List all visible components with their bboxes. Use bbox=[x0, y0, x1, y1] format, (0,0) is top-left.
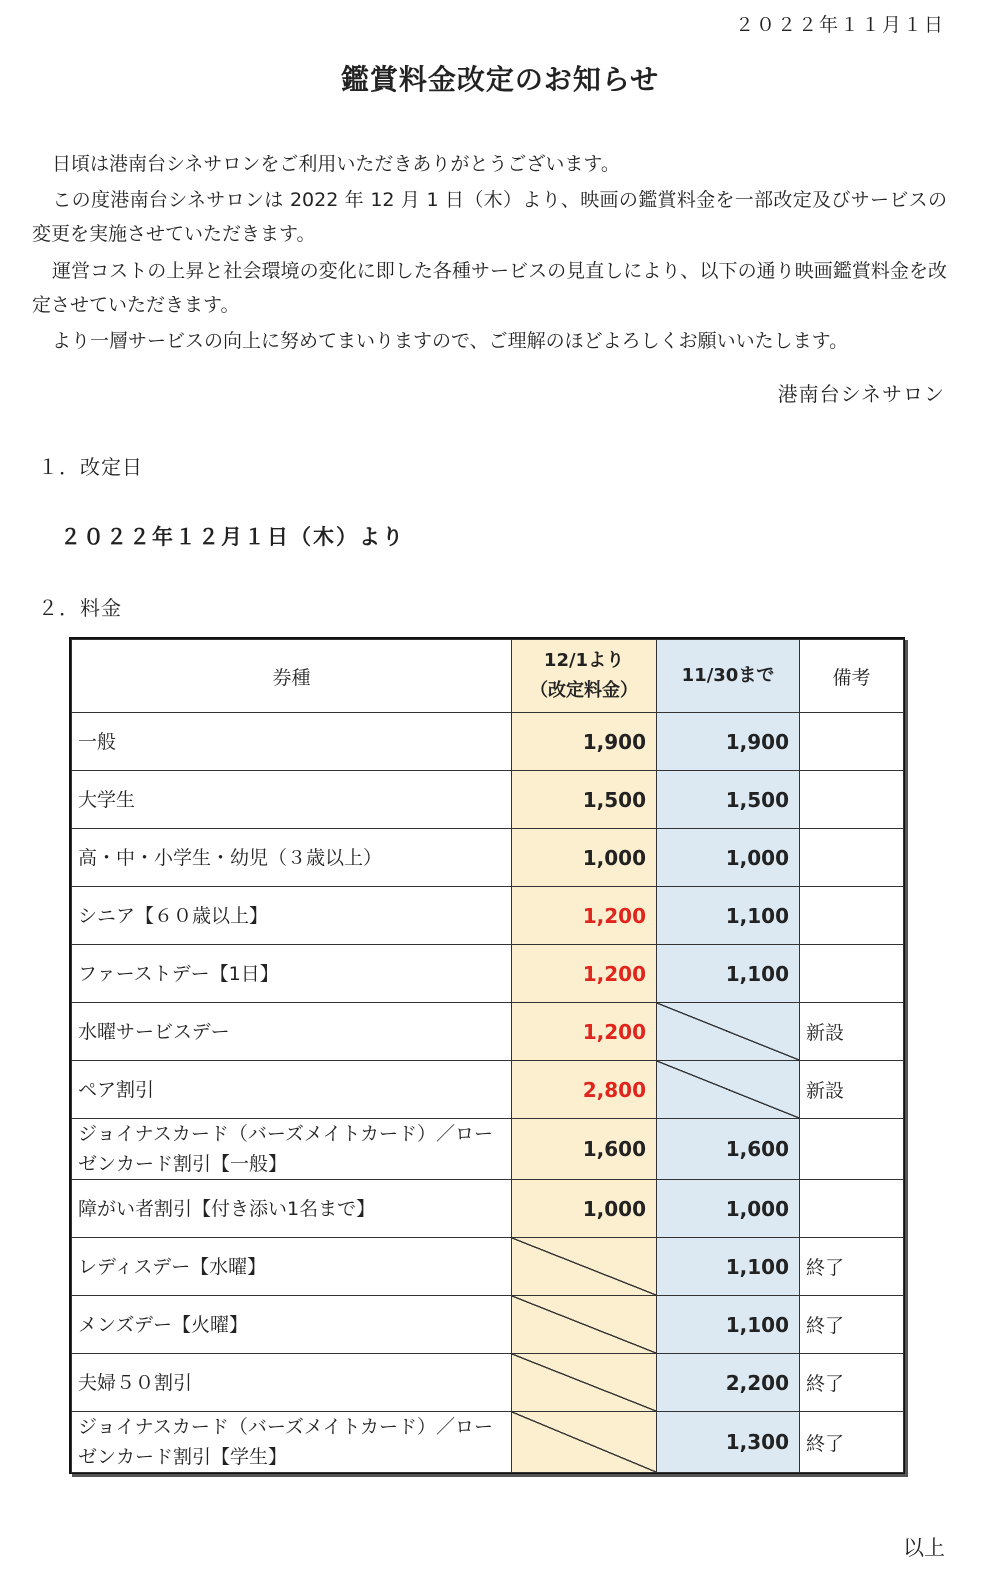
new-price-cell bbox=[512, 1296, 657, 1354]
new-price-cell bbox=[512, 1354, 657, 1412]
ticket-type-cell: ペア割引 bbox=[72, 1061, 512, 1119]
ticket-type-cell: ジョイナスカード（バーズメイトカード）／ローゼンカード割引【学生】 bbox=[72, 1412, 512, 1473]
new-price-cell bbox=[512, 1412, 657, 1473]
table-row bbox=[72, 713, 904, 771]
table-row bbox=[72, 1061, 904, 1119]
new-price-cell: 1,500 bbox=[512, 771, 657, 829]
price-table bbox=[69, 637, 905, 1474]
ticket-type-cell: 水曜サービスデー bbox=[72, 1003, 512, 1061]
ticket-type-cell: 一般 bbox=[72, 713, 512, 771]
note-cell: 終了 bbox=[800, 1354, 904, 1412]
old-price-cell: 1,100 bbox=[657, 1296, 800, 1354]
header-new-price-line1: 12/1より bbox=[543, 650, 625, 671]
ticket-type-cell: 大学生 bbox=[72, 771, 512, 829]
paragraph-text: 日頃は港南台シネサロンをご利用いただきありがとうございます。 bbox=[52, 153, 620, 175]
table-row bbox=[72, 1003, 904, 1061]
old-price-cell: 2,200 bbox=[657, 1354, 800, 1412]
section-heading-revision-date: １．改定日 bbox=[38, 455, 143, 479]
note-cell: 新設 bbox=[800, 1003, 904, 1061]
section-heading-prices: ２．料金 bbox=[38, 596, 122, 620]
old-price-cell: 1,100 bbox=[657, 945, 800, 1003]
paragraph-text: この度港南台シネサロンは 2022 年 12 月 1 日（木）より、映画の鑑賞料金を一部改定及びサービスの変更を実施させていただきます。 bbox=[32, 189, 947, 245]
table-row bbox=[72, 1354, 904, 1412]
closing-paragraph bbox=[32, 324, 947, 358]
header-note: 備考 bbox=[800, 640, 904, 713]
document-title: 鑑賞料金改定のお知らせ bbox=[340, 63, 660, 96]
table-row bbox=[72, 1412, 904, 1473]
table-header-row bbox=[72, 640, 904, 713]
table-row bbox=[72, 771, 904, 829]
new-price-cell: 1,200 bbox=[512, 1003, 657, 1061]
header-ticket-type: 券種 bbox=[72, 640, 512, 713]
ticket-type-cell: ジョイナスカード（バーズメイトカード）／ローゼンカード割引【一般】 bbox=[72, 1119, 512, 1180]
new-price-cell: 1,000 bbox=[512, 1180, 657, 1238]
table-row bbox=[72, 945, 904, 1003]
table-row bbox=[72, 829, 904, 887]
note-cell bbox=[800, 945, 904, 1003]
table-row bbox=[72, 1180, 904, 1238]
note-cell bbox=[800, 829, 904, 887]
ticket-type-cell: シニア【６０歳以上】 bbox=[72, 887, 512, 945]
paragraph-text: より一層サービスの向上に努めてまいりますので、ご理解のほどよろしくお願いいたします。 bbox=[52, 330, 849, 352]
header-old-price: 11/30まで bbox=[657, 640, 800, 713]
note-cell bbox=[800, 887, 904, 945]
old-price-cell: 1,100 bbox=[657, 887, 800, 945]
note-cell bbox=[800, 771, 904, 829]
old-price-cell bbox=[657, 1061, 800, 1119]
note-cell: 終了 bbox=[800, 1296, 904, 1354]
table-row bbox=[72, 1238, 904, 1296]
ticket-type-cell: 高・中・小学生・幼児（３歳以上） bbox=[72, 829, 512, 887]
new-price-cell bbox=[512, 1238, 657, 1296]
old-price-cell: 1,900 bbox=[657, 713, 800, 771]
new-price-cell: 1,600 bbox=[512, 1119, 657, 1180]
old-price-cell: 1,000 bbox=[657, 829, 800, 887]
ticket-type-cell: 障がい者割引【付き添い1名まで】 bbox=[72, 1180, 512, 1238]
signature: 港南台シネサロン bbox=[777, 382, 945, 406]
new-price-cell: 1,900 bbox=[512, 713, 657, 771]
ticket-type-cell: メンズデー【火曜】 bbox=[72, 1296, 512, 1354]
old-price-cell: 1,300 bbox=[657, 1412, 800, 1473]
table-row bbox=[72, 1296, 904, 1354]
new-price-cell: 2,800 bbox=[512, 1061, 657, 1119]
new-price-cell: 1,000 bbox=[512, 829, 657, 887]
old-price-cell: 1,000 bbox=[657, 1180, 800, 1238]
header-new-price-line2: （改定料金） bbox=[530, 680, 638, 701]
note-cell: 新設 bbox=[800, 1061, 904, 1119]
table-row bbox=[72, 887, 904, 945]
ticket-type-cell: レディスデー【水曜】 bbox=[72, 1238, 512, 1296]
note-cell: 終了 bbox=[800, 1238, 904, 1296]
ticket-type-cell: ファーストデー【1日】 bbox=[72, 945, 512, 1003]
paragraph-text: 運営コストの上昇と社会環境の変化に即した各種サービスの見直しにより、以下の通り映画鑑賞料金を改定させていただきます。 bbox=[32, 260, 947, 316]
old-price-cell: 1,500 bbox=[657, 771, 800, 829]
old-price-cell: 1,600 bbox=[657, 1119, 800, 1180]
note-cell bbox=[800, 1119, 904, 1180]
new-price-cell: 1,200 bbox=[512, 945, 657, 1003]
new-price-cell: 1,200 bbox=[512, 887, 657, 945]
old-price-cell: 1,100 bbox=[657, 1238, 800, 1296]
greeting-paragraph bbox=[32, 147, 947, 181]
announcement-paragraph bbox=[32, 183, 947, 251]
document-date: ２０２２年１１月１日 bbox=[734, 14, 945, 36]
old-price-cell bbox=[657, 1003, 800, 1061]
effective-date: ２０２２年１２月１日（木）より bbox=[60, 525, 405, 549]
table-row bbox=[72, 1119, 904, 1180]
ticket-type-cell: 夫婦５０割引 bbox=[72, 1354, 512, 1412]
note-cell: 終了 bbox=[800, 1412, 904, 1473]
note-cell bbox=[800, 713, 904, 771]
closing-mark: 以上 bbox=[903, 1536, 945, 1560]
note-cell bbox=[800, 1180, 904, 1238]
header-new-price bbox=[512, 640, 657, 713]
reason-paragraph bbox=[32, 254, 947, 322]
